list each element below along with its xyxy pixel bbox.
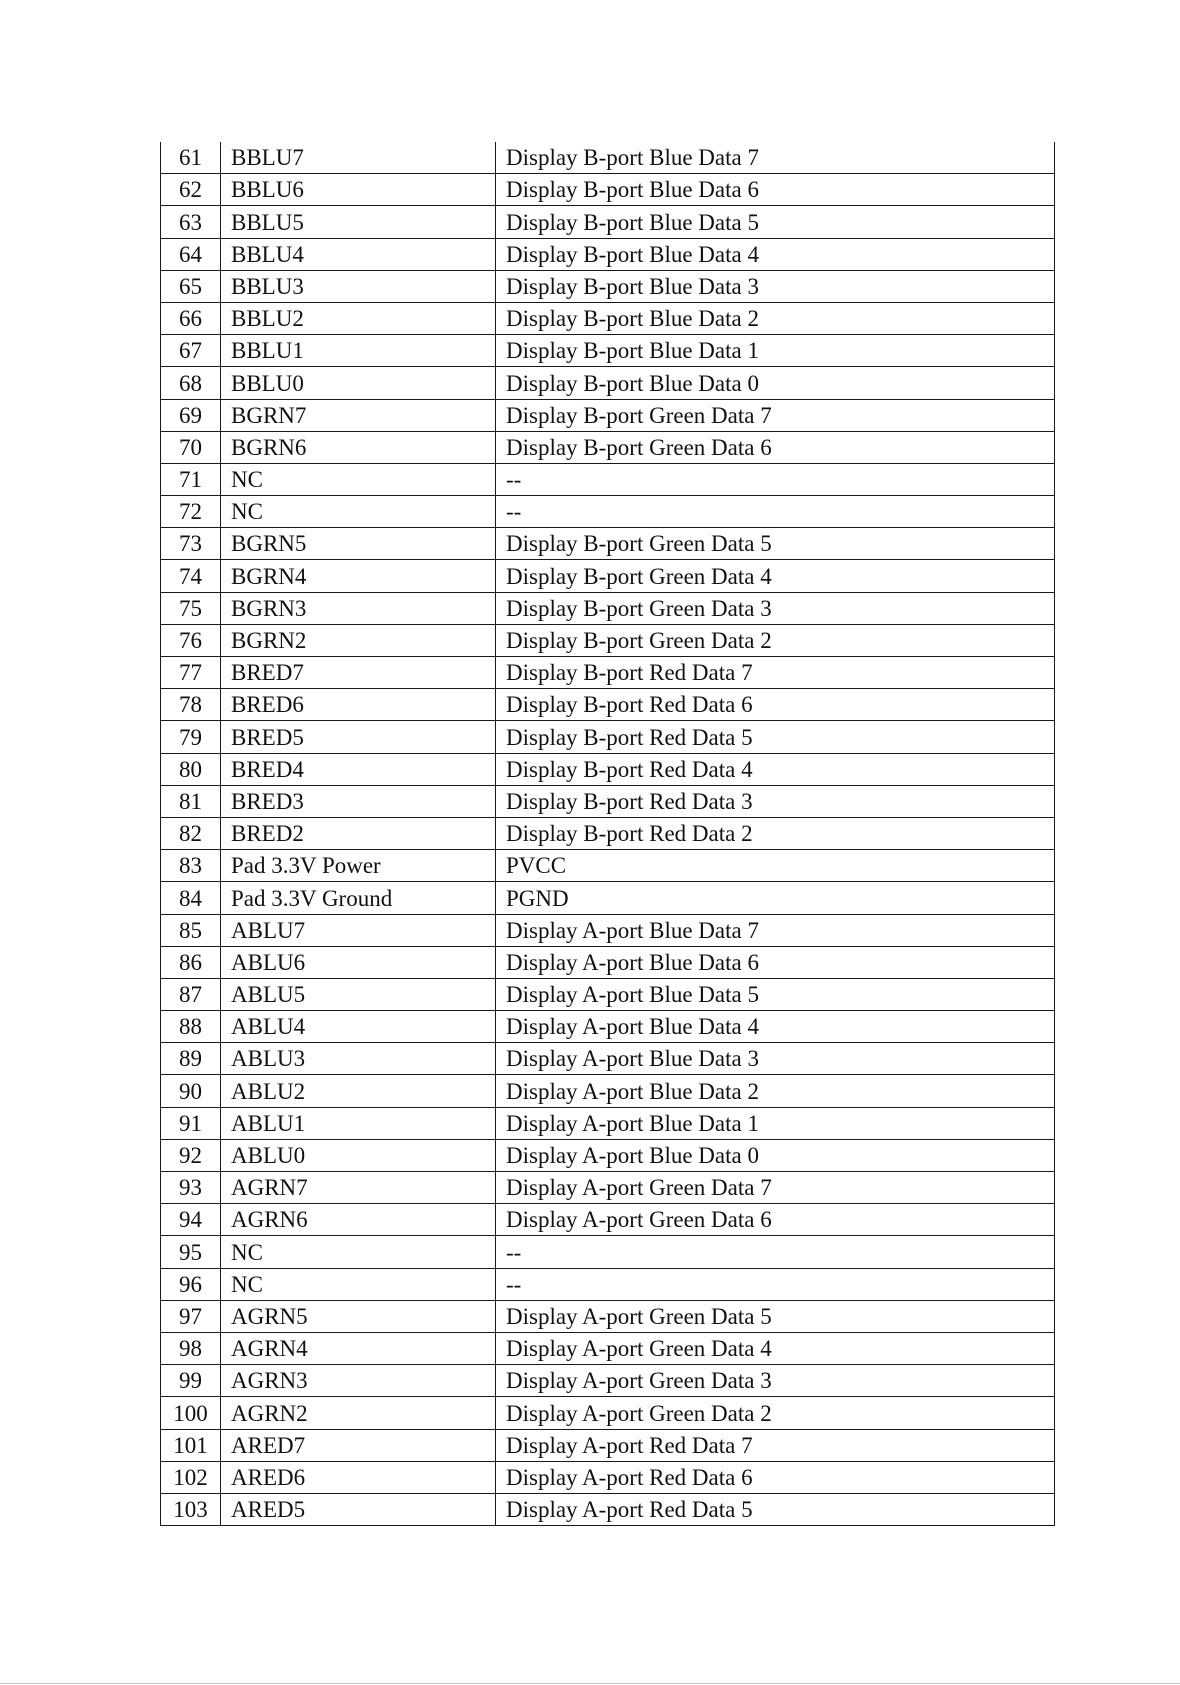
pin-description-cell: Display A-port Blue Data 4 — [496, 1011, 1055, 1043]
pin-name-cell: ABLU3 — [221, 1043, 496, 1075]
pin-name-cell: BBLU2 — [221, 302, 496, 334]
pin-description-cell: Display B-port Blue Data 0 — [496, 367, 1055, 399]
pin-number-cell: 64 — [161, 238, 221, 270]
pin-description-cell: Display B-port Blue Data 3 — [496, 270, 1055, 302]
table-row — [161, 785, 1055, 817]
table-row — [161, 1268, 1055, 1300]
pin-description-cell: Display A-port Red Data 7 — [496, 1429, 1055, 1461]
pin-number-cell: 90 — [161, 1075, 221, 1107]
pin-description-cell: Display A-port Green Data 3 — [496, 1365, 1055, 1397]
pin-name-cell: BBLU5 — [221, 206, 496, 238]
pin-name-cell: ARED5 — [221, 1493, 496, 1525]
pin-name-cell: Pad 3.3V Power — [221, 850, 496, 882]
pin-description-cell: Display B-port Blue Data 5 — [496, 206, 1055, 238]
pin-name-cell: BBLU0 — [221, 367, 496, 399]
pin-number-cell: 81 — [161, 785, 221, 817]
pin-description-cell: Display B-port Blue Data 7 — [496, 142, 1055, 174]
pin-name-cell: NC — [221, 463, 496, 495]
pin-description-cell: Display A-port Green Data 7 — [496, 1172, 1055, 1204]
table-row — [161, 560, 1055, 592]
table-row — [161, 463, 1055, 495]
pin-number-cell: 70 — [161, 431, 221, 463]
pin-number-cell: 75 — [161, 592, 221, 624]
table-row — [161, 914, 1055, 946]
pin-description-cell: PGND — [496, 882, 1055, 914]
pin-name-cell: AGRN7 — [221, 1172, 496, 1204]
pin-number-cell: 80 — [161, 753, 221, 785]
pin-number-cell: 68 — [161, 367, 221, 399]
pin-name-cell: AGRN3 — [221, 1365, 496, 1397]
table-row — [161, 1461, 1055, 1493]
table-row — [161, 657, 1055, 689]
pin-number-cell: 91 — [161, 1107, 221, 1139]
pin-number-cell: 102 — [161, 1461, 221, 1493]
pin-number-cell: 71 — [161, 463, 221, 495]
pin-name-cell: BBLU4 — [221, 238, 496, 270]
pin-description-cell: Display B-port Red Data 5 — [496, 721, 1055, 753]
table-row — [161, 689, 1055, 721]
table-row — [161, 1236, 1055, 1268]
pin-number-cell: 79 — [161, 721, 221, 753]
table-row — [161, 238, 1055, 270]
pin-number-cell: 100 — [161, 1397, 221, 1429]
table-row — [161, 399, 1055, 431]
pin-number-cell: 63 — [161, 206, 221, 238]
pin-name-cell: NC — [221, 496, 496, 528]
pin-name-cell: ABLU6 — [221, 946, 496, 978]
pin-number-cell: 87 — [161, 978, 221, 1010]
table-row — [161, 850, 1055, 882]
table-row — [161, 496, 1055, 528]
table-row — [161, 946, 1055, 978]
pin-description-cell: Display A-port Blue Data 3 — [496, 1043, 1055, 1075]
pin-number-cell: 103 — [161, 1493, 221, 1525]
pin-description-cell: Display A-port Red Data 6 — [496, 1461, 1055, 1493]
pin-name-cell: BRED4 — [221, 753, 496, 785]
table-row — [161, 1043, 1055, 1075]
pin-name-cell: BBLU7 — [221, 142, 496, 174]
pin-number-cell: 66 — [161, 302, 221, 334]
pin-description-cell: -- — [496, 463, 1055, 495]
table-row — [161, 1011, 1055, 1043]
pin-description-cell: -- — [496, 1236, 1055, 1268]
pin-name-cell: NC — [221, 1236, 496, 1268]
pin-number-cell: 86 — [161, 946, 221, 978]
pin-description-cell: Display A-port Green Data 2 — [496, 1397, 1055, 1429]
pin-number-cell: 65 — [161, 270, 221, 302]
table-row — [161, 1139, 1055, 1171]
pin-description-cell: -- — [496, 496, 1055, 528]
pin-description-cell: Display A-port Blue Data 5 — [496, 978, 1055, 1010]
pin-number-cell: 89 — [161, 1043, 221, 1075]
pin-description-cell: Display B-port Green Data 5 — [496, 528, 1055, 560]
pin-name-cell: BGRN3 — [221, 592, 496, 624]
page-bottom-divider — [0, 1683, 1180, 1684]
pin-name-cell: AGRN4 — [221, 1332, 496, 1364]
pin-name-cell: ABLU4 — [221, 1011, 496, 1043]
pin-name-cell: ABLU5 — [221, 978, 496, 1010]
pin-description-cell: Display A-port Blue Data 7 — [496, 914, 1055, 946]
pin-number-cell: 62 — [161, 174, 221, 206]
table-row — [161, 1397, 1055, 1429]
pin-number-cell: 94 — [161, 1204, 221, 1236]
pin-name-cell: BGRN6 — [221, 431, 496, 463]
pin-description-cell: Display B-port Blue Data 6 — [496, 174, 1055, 206]
pin-name-cell: BRED5 — [221, 721, 496, 753]
pin-description-cell: Display B-port Red Data 3 — [496, 785, 1055, 817]
table-row — [161, 206, 1055, 238]
pin-name-cell: ARED7 — [221, 1429, 496, 1461]
pin-name-cell: ABLU1 — [221, 1107, 496, 1139]
pin-description-cell: Display A-port Blue Data 0 — [496, 1139, 1055, 1171]
pin-name-cell: ABLU0 — [221, 1139, 496, 1171]
pin-name-cell: BRED7 — [221, 657, 496, 689]
pin-description-cell: Display A-port Green Data 4 — [496, 1332, 1055, 1364]
pin-description-cell: Display B-port Green Data 3 — [496, 592, 1055, 624]
pin-name-cell: AGRN2 — [221, 1397, 496, 1429]
pin-number-cell: 92 — [161, 1139, 221, 1171]
pin-name-cell: AGRN5 — [221, 1300, 496, 1332]
pin-description-cell: PVCC — [496, 850, 1055, 882]
pin-number-cell: 83 — [161, 850, 221, 882]
table-row — [161, 431, 1055, 463]
table-row — [161, 817, 1055, 849]
pin-description-cell: Display A-port Blue Data 2 — [496, 1075, 1055, 1107]
pin-number-cell: 95 — [161, 1236, 221, 1268]
pin-description-cell: Display B-port Green Data 6 — [496, 431, 1055, 463]
pin-name-cell: BGRN2 — [221, 624, 496, 656]
pin-name-cell: BBLU3 — [221, 270, 496, 302]
pin-name-cell: BGRN7 — [221, 399, 496, 431]
pin-number-cell: 72 — [161, 496, 221, 528]
table-row — [161, 302, 1055, 334]
table-row — [161, 1365, 1055, 1397]
table-row — [161, 142, 1055, 174]
pin-number-cell: 84 — [161, 882, 221, 914]
pin-number-cell: 77 — [161, 657, 221, 689]
pin-description-cell: Display B-port Green Data 2 — [496, 624, 1055, 656]
pin-number-cell: 61 — [161, 142, 221, 174]
pin-number-cell: 96 — [161, 1268, 221, 1300]
table-row — [161, 592, 1055, 624]
pin-number-cell: 82 — [161, 817, 221, 849]
pin-name-cell: ARED6 — [221, 1461, 496, 1493]
pin-name-cell: BGRN5 — [221, 528, 496, 560]
pin-number-cell: 76 — [161, 624, 221, 656]
pin-number-cell: 67 — [161, 335, 221, 367]
pin-name-cell: BBLU1 — [221, 335, 496, 367]
pin-description-cell: Display A-port Blue Data 1 — [496, 1107, 1055, 1139]
pin-name-cell: ABLU7 — [221, 914, 496, 946]
table-row — [161, 174, 1055, 206]
pin-number-cell: 97 — [161, 1300, 221, 1332]
pin-name-cell: BRED2 — [221, 817, 496, 849]
table-row — [161, 1172, 1055, 1204]
pin-description-cell: Display B-port Red Data 4 — [496, 753, 1055, 785]
pin-number-cell: 74 — [161, 560, 221, 592]
table-row — [161, 1493, 1055, 1525]
pin-number-cell: 99 — [161, 1365, 221, 1397]
table-row — [161, 753, 1055, 785]
pin-number-cell: 98 — [161, 1332, 221, 1364]
pin-number-cell: 88 — [161, 1011, 221, 1043]
pin-description-cell: Display B-port Green Data 4 — [496, 560, 1055, 592]
table-row — [161, 1107, 1055, 1139]
table-row — [161, 528, 1055, 560]
pin-description-cell: Display B-port Red Data 6 — [496, 689, 1055, 721]
pin-description-cell: Display B-port Green Data 7 — [496, 399, 1055, 431]
pin-description-cell: Display B-port Blue Data 1 — [496, 335, 1055, 367]
pin-name-cell: AGRN6 — [221, 1204, 496, 1236]
pin-number-cell: 85 — [161, 914, 221, 946]
pin-name-cell: Pad 3.3V Ground — [221, 882, 496, 914]
table-row — [161, 882, 1055, 914]
pin-name-cell: ABLU2 — [221, 1075, 496, 1107]
pin-description-cell: Display B-port Blue Data 2 — [496, 302, 1055, 334]
pin-name-cell: NC — [221, 1268, 496, 1300]
pin-name-cell: BGRN4 — [221, 560, 496, 592]
pin-description-cell: -- — [496, 1268, 1055, 1300]
table-row — [161, 335, 1055, 367]
table-row — [161, 1332, 1055, 1364]
table-row — [161, 1204, 1055, 1236]
table-row — [161, 978, 1055, 1010]
table-row — [161, 1429, 1055, 1461]
table-row — [161, 1075, 1055, 1107]
table-row — [161, 721, 1055, 753]
pin-description-cell: Display A-port Green Data 6 — [496, 1204, 1055, 1236]
table-row — [161, 1300, 1055, 1332]
pin-number-cell: 78 — [161, 689, 221, 721]
pin-name-cell: BRED6 — [221, 689, 496, 721]
pin-number-cell: 101 — [161, 1429, 221, 1461]
pin-description-cell: Display B-port Blue Data 4 — [496, 238, 1055, 270]
pin-description-table — [160, 142, 1055, 1526]
table-row — [161, 624, 1055, 656]
pin-description-cell: Display A-port Blue Data 6 — [496, 946, 1055, 978]
table-row — [161, 367, 1055, 399]
pin-description-cell: Display A-port Green Data 5 — [496, 1300, 1055, 1332]
pin-number-cell: 93 — [161, 1172, 221, 1204]
pin-description-cell: Display A-port Red Data 5 — [496, 1493, 1055, 1525]
pin-table-body — [161, 142, 1055, 1526]
pin-name-cell: BBLU6 — [221, 174, 496, 206]
pin-name-cell: BRED3 — [221, 785, 496, 817]
pin-description-cell: Display B-port Red Data 7 — [496, 657, 1055, 689]
pin-number-cell: 73 — [161, 528, 221, 560]
pin-description-cell: Display B-port Red Data 2 — [496, 817, 1055, 849]
table-row — [161, 270, 1055, 302]
pin-number-cell: 69 — [161, 399, 221, 431]
